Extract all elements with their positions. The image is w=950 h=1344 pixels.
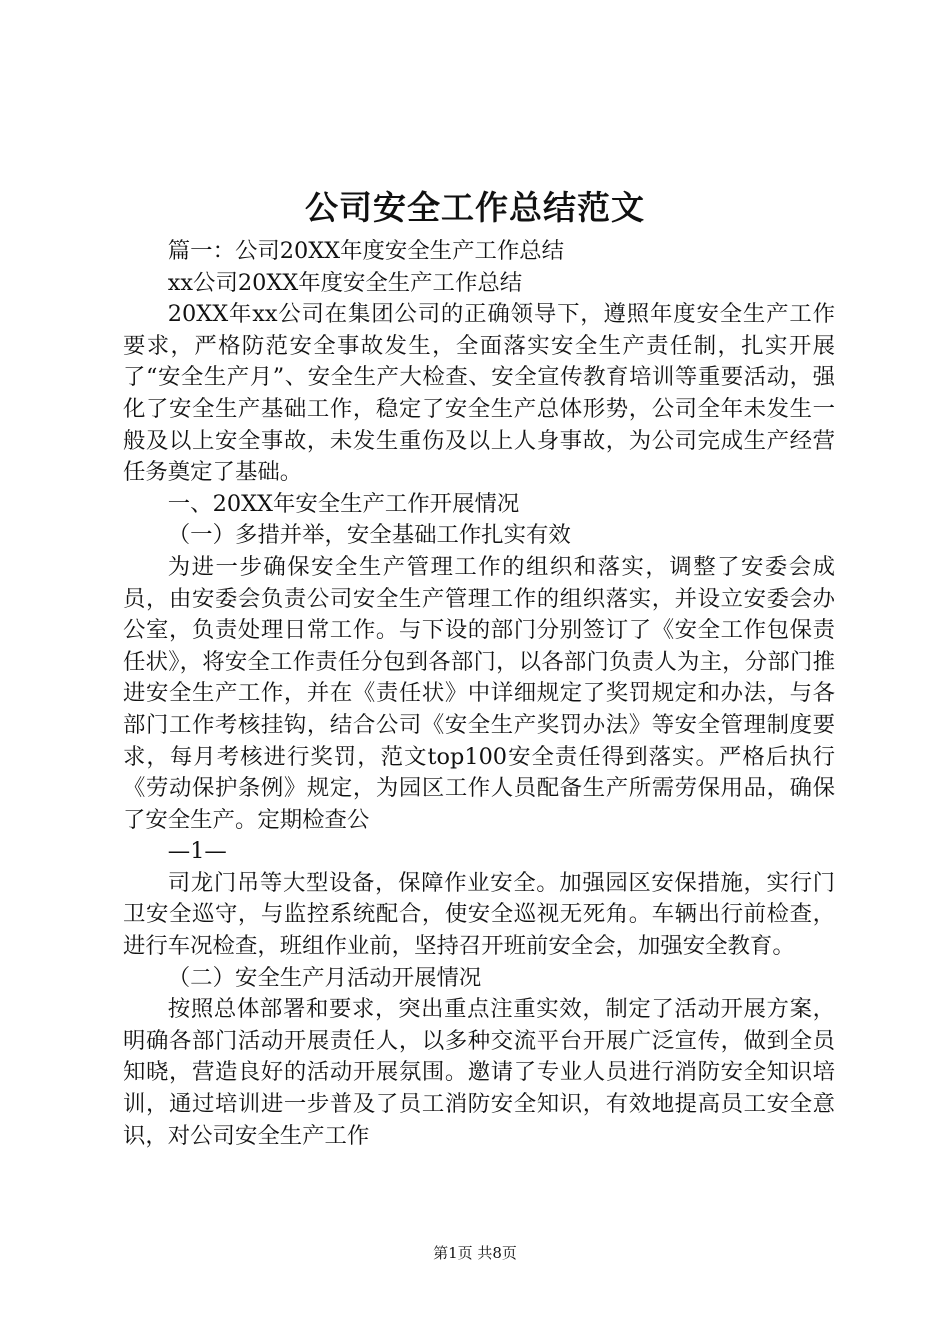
document-body [123, 236, 835, 1152]
paragraph: 司龙门吊等大型设备，保障作业安全。加强园区安保措施，实行门卫安全巡守，与监控系统配合，使安全巡视无死角。车辆出行前检查，进行车况检查，班组作业前，坚持召开班前安全会，加强安全教育。 [123, 869, 835, 960]
section-heading: 一、20XX年安全生产工作开展情况 [167, 490, 520, 517]
paragraph: 为进一步确保安全生产管理工作的组织和落实，调整了安委会成员，由安委会负责公司安全生产管理工作的组织落实，并设立安委会办公室，负责处理日常工作。与下设的部门分别签订了《安全工作包保责任状》，将安全工作责任分包到各部门，以各部门负责人为主，分部门推进安全生产工作，并在《责任状》中详细规定了奖罚规定和办法，与各部门工作考核挂钩，结合公司《安全生产奖罚办法》等安全管理制度要求，每月考核进行奖罚，范文top100安全责任得到落实。严格后执行《劳动保护条例》规定，为园区工作人员配备生产所需劳保用品，确保了安全生产。定期检查公 [123, 553, 835, 833]
subsection-heading: （一）多措并举，安全基础工作扎实有效 [167, 522, 571, 549]
paragraph: 20XX年xx公司在集团公司的正确领导下，遵照年度安全生产工作要求，严格防范安全事故发生，全面落实安全生产责任制，扎实开展了“安全生产月”、安全生产大检查、安全宣传教育培训等重要活动，强化了安全生产基础工作，稳定了安全生产总体形势，公司全年未发生一般及以上安全事故，未发生重伤及以上人身事故，为公司完成生产经营任务奠定了基础。 [123, 301, 835, 486]
document-title: 公司安全工作总结范文 [305, 188, 645, 227]
inline-page-number: —1— [167, 838, 227, 865]
paragraph: 按照总体部署和要求，突出重点注重实效，制定了活动开展方案，明确各部门活动开展责任人，以多种交流平台开展广泛宣传，做到全员知晓，营造良好的活动开展氛围。邀请了专业人员进行消防安全知识培训，通过培训进一步普及了员工消防安全知识，有效地提高员工安全意识，对公司安全生产工作 [123, 996, 835, 1149]
subsection-heading: （二）安全生产月活动开展情况 [167, 964, 482, 991]
section-heading: 篇一：公司20XX年度安全生产工作总结 [167, 238, 565, 264]
page-footer: 第1页 共8页 [433, 1244, 517, 1262]
subtitle: xx公司20XX年度安全生产工作总结 [167, 269, 523, 296]
